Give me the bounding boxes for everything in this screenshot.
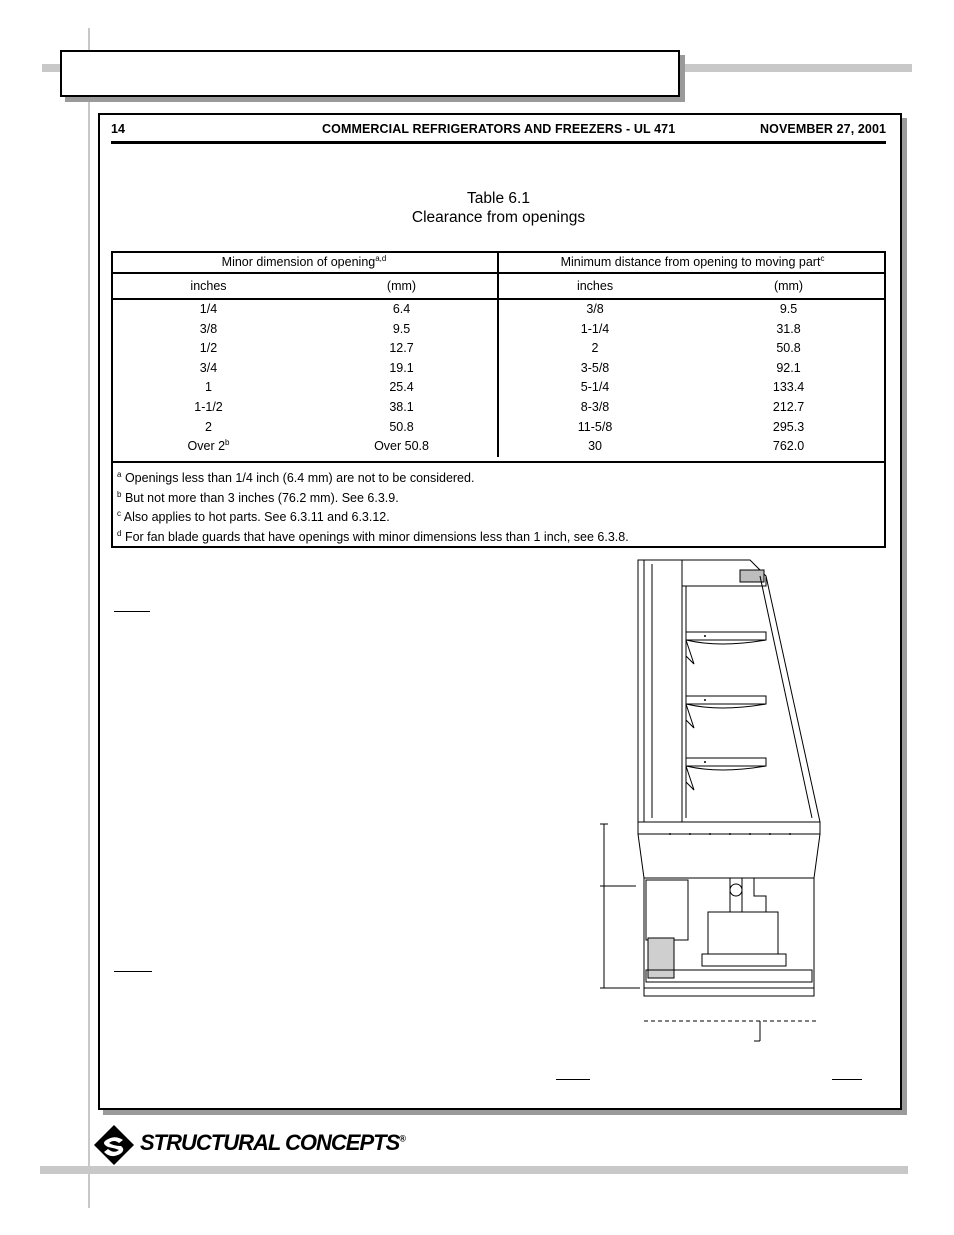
table-cell: 5-1/4 (580, 380, 610, 395)
footnote: $^b$ But not more than 3 inches (76.2 mm). See 6.3.9. (117, 489, 399, 505)
table-cell: 9.5 (779, 302, 798, 316)
table-row (111, 320, 886, 340)
group-right-sup: c (820, 253, 825, 263)
clearance-table (111, 251, 886, 457)
table-group-header-row (111, 251, 886, 273)
table-row (111, 418, 886, 438)
table-cell: 38.1 (306, 398, 498, 418)
table-cell: 1/4 (199, 302, 218, 316)
table-column-header-row (111, 273, 886, 299)
title-box (60, 50, 680, 97)
table-cell: 50.8 (306, 418, 498, 438)
table-cell: Over 2$^b$ (187, 438, 230, 454)
table-cell: 762.0 (772, 439, 805, 454)
table-cell: 8-3/8 (580, 399, 610, 414)
table-row (111, 299, 886, 320)
table-number: Table 6.1 (467, 190, 530, 207)
short-rule (114, 611, 150, 612)
table-cell: 25.4 (306, 378, 498, 398)
col-header: inches (498, 273, 691, 299)
table-cell: 2 (205, 419, 212, 434)
table-cell: 295.3 (772, 419, 805, 434)
table-cell: 12.7 (306, 339, 498, 359)
document-date: NOVEMBER 27, 2001 (760, 122, 887, 136)
short-rule (832, 1079, 862, 1080)
header-rule (111, 141, 886, 144)
table-cell: 92.1 (776, 360, 801, 375)
table-cell: 6.4 (306, 299, 498, 320)
left-vertical-rule (88, 28, 90, 1208)
top-horizontal-rule-right (684, 64, 912, 72)
table-title: Clearance from openings (411, 209, 586, 226)
footnote: $^d$ For fan blade guards that have openings with minor dimensions less than 1 inch, see 6.3.8. (117, 528, 629, 544)
table-cell: 3/8 (586, 302, 604, 316)
bottom-horizontal-rule (40, 1166, 908, 1174)
table-cell: 19.1 (306, 359, 498, 379)
group-header-left: Minor dimension of opening$^{a,d}$ (111, 251, 498, 273)
table-cell: 30 (588, 439, 602, 454)
table-footnotes (117, 469, 629, 547)
col-header: (mm) (691, 273, 886, 299)
table-notes-rule (111, 461, 886, 463)
col-header: (mm) (306, 273, 498, 299)
table-cell: 2 (591, 341, 599, 356)
document-title: COMMERCIAL REFRIGERATORS AND FREEZERS - UL 471 (322, 122, 676, 136)
table-cell: 31.8 (776, 321, 801, 336)
table-cell: Over 50.8 (306, 437, 498, 457)
table-cell: 212.7 (772, 399, 805, 414)
table-cell: 3/4 (199, 360, 218, 375)
table-cell: 133.4 (772, 380, 805, 395)
table-cell: 9.5 (306, 320, 498, 340)
table-cell: 3-5/8 (580, 360, 610, 375)
structural-concepts-logo-icon (93, 1124, 135, 1166)
table-cell: 1 (205, 380, 212, 395)
table-cell: 1-1/4 (580, 321, 610, 336)
footnote: $^c$ Also applies to hot parts. See 6.3.11 and 6.3.12. (117, 509, 390, 525)
short-rule (114, 971, 152, 972)
brand-name: STRUCTURAL CONCEPTS® (140, 1130, 405, 1155)
table-cell: 50.8 (776, 341, 801, 356)
page-number: 14 (111, 122, 126, 136)
group-left-sup: a,d (375, 253, 387, 263)
table-row (111, 339, 886, 359)
group-header-right: Minimum distance from opening to moving part$^c$ (498, 251, 886, 273)
table-cell: 1-1/2 (194, 399, 223, 414)
col-header: inches (111, 273, 306, 299)
table-row (111, 378, 886, 398)
table-row (111, 398, 886, 418)
table-cell: 3/8 (199, 321, 218, 336)
table-cell: 11-5/8 (577, 419, 613, 434)
footnote: $^a$ Openings less than 1/4 inch (6.4 mm) are not to be considered. (117, 469, 475, 485)
table-row (111, 437, 886, 457)
table-row (111, 359, 886, 379)
last-row-sup: b (225, 438, 230, 447)
short-rule (556, 1079, 590, 1080)
table-cell: 1/2 (199, 341, 218, 356)
refrigerated-case-drawing (590, 556, 830, 1046)
